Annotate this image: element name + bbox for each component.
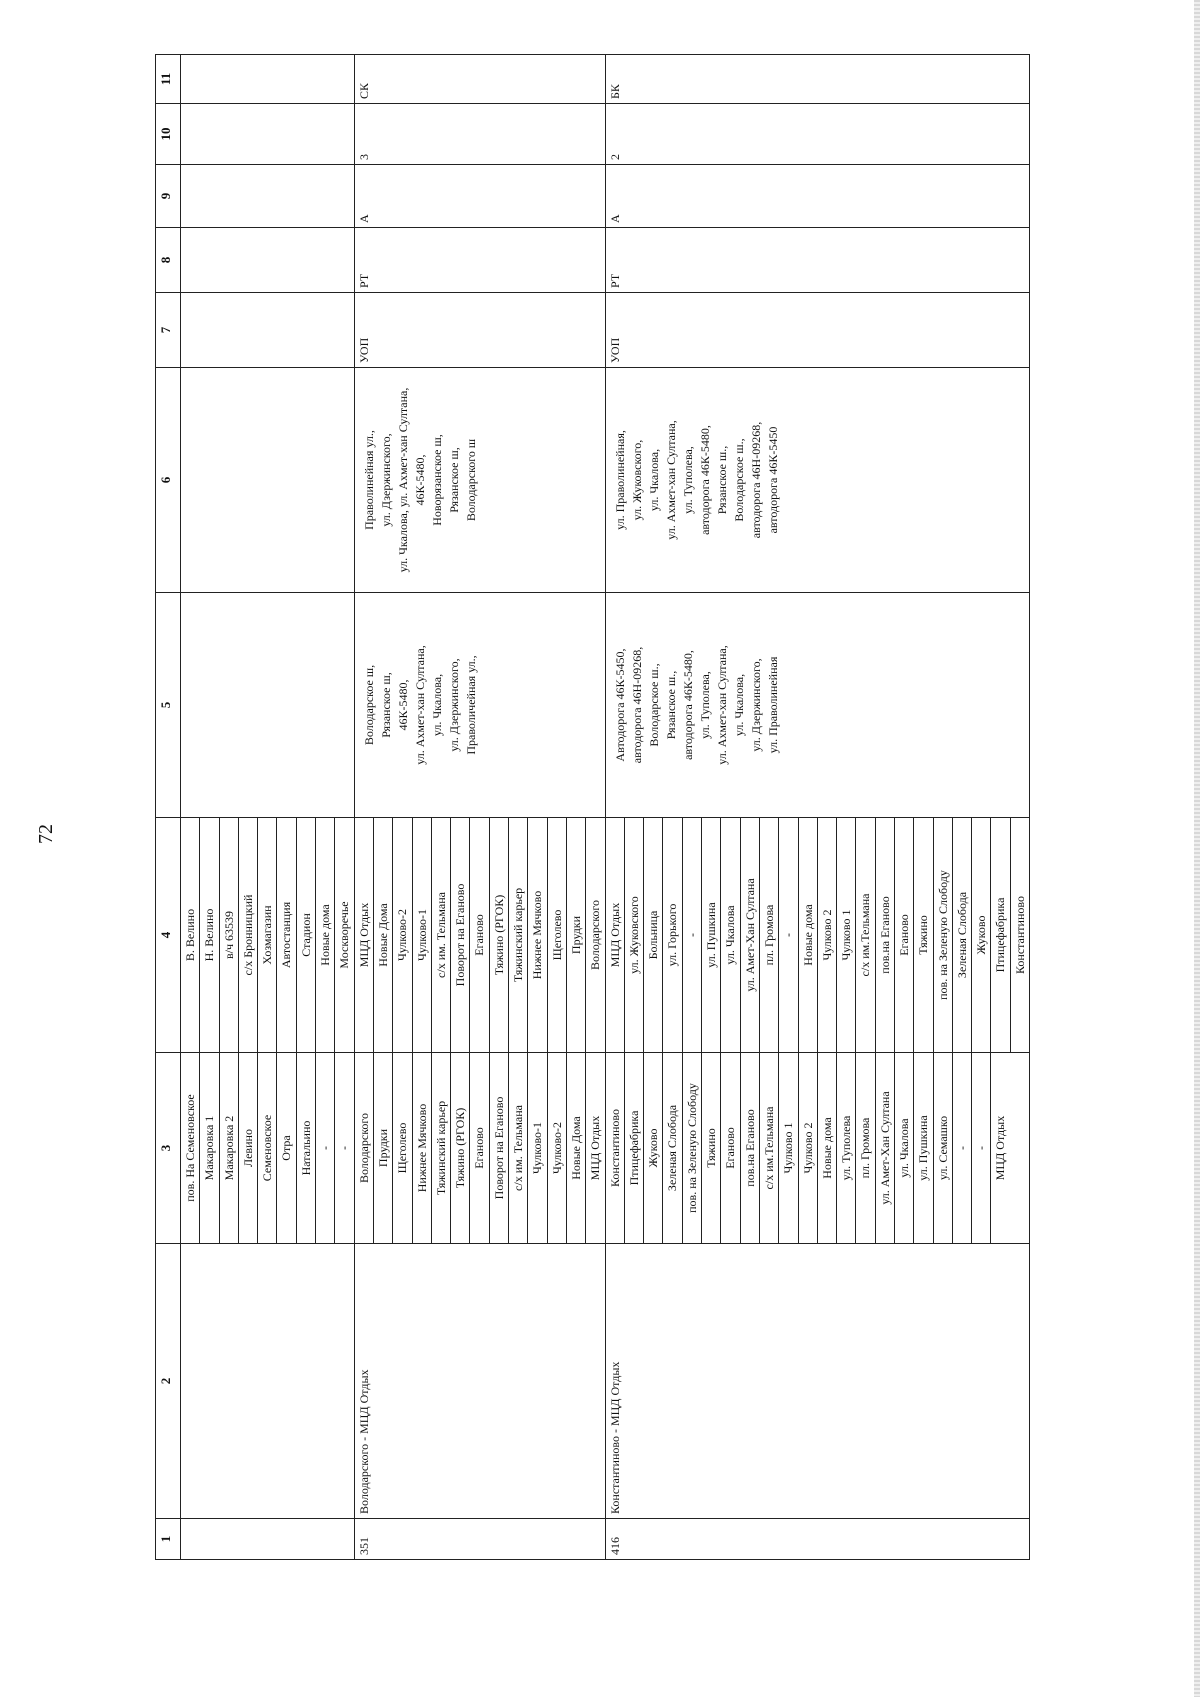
stop-name: Тяжино (РГОК) (451, 1053, 470, 1243)
street-line: ул. Туполева, (697, 671, 712, 739)
stop-name: Тяжино (РГОК) (490, 818, 509, 1052)
street-line: ул. Чкалова, ул. Ахмет-хан Султана, (395, 387, 410, 573)
stop-name: с/х им. Тельмана (432, 818, 451, 1052)
stop-name: пл. Громова (856, 1053, 875, 1243)
street-line: ул. Дзержинского, (748, 658, 763, 752)
tariff-type: РТ (605, 228, 1030, 293)
route-row (354, 55, 605, 1560)
stop-name: Еганово (470, 1053, 489, 1243)
route-name: Константиново - МЦД Отдых (605, 1244, 1030, 1519)
stop-name: Чулково 1 (779, 1053, 798, 1243)
street-line: ул. Дзержинского, (378, 433, 393, 527)
street-line: Новорязанское ш, (429, 434, 444, 526)
stop-name: МЦД Отдых (606, 818, 625, 1052)
street-line: ул. Дзержинского, (446, 658, 461, 752)
stop-name: ул. Амет-Хан Султана (876, 1053, 895, 1243)
stop-name: Новые дома (818, 1053, 837, 1243)
stop-name: Хозмагазин (258, 818, 277, 1052)
stop-name: Зеленая Слобода (663, 1053, 682, 1243)
stop-name: Новые Дома (567, 1053, 586, 1243)
stop-name: Новые Дома (374, 818, 393, 1052)
streets-backward (605, 368, 1030, 593)
stop-name: Левино (239, 1053, 258, 1243)
vehicle-count: 2 (605, 104, 1030, 165)
stop-name: Щеголево (393, 1053, 412, 1243)
stop-name: пов.на Еганово (876, 818, 895, 1052)
street-line: Володарское ш., (731, 438, 746, 522)
stop-name: Чулково 1 (837, 818, 856, 1052)
stop-name: МЦД Отдых (355, 818, 374, 1052)
street-line: Автодорога 46К-5450, (612, 648, 627, 762)
stop-name: - (337, 1146, 352, 1150)
street-line: 46К-5480, (412, 454, 427, 506)
stop-name: ул. Туполева (837, 1053, 856, 1243)
street-line: ул. Жуковского, (629, 439, 644, 521)
streets-backward (181, 368, 355, 593)
stop-name: Жуково (644, 1053, 663, 1243)
stop-name: с/х им.Тельмана (760, 1053, 779, 1243)
street-line: Рязанское ш, (446, 447, 461, 513)
street-line: Праволинейная ул., (361, 430, 376, 530)
stop-name: Тяжинский карьер (432, 1053, 451, 1243)
streets-backward (354, 368, 605, 593)
stop-name: Володарского (355, 1053, 374, 1243)
stop-name: ул. Чкалова (895, 1053, 914, 1243)
route-name (181, 1244, 355, 1519)
stop-name: Отра (277, 1053, 296, 1243)
street-line: ул. Чкалова, (646, 448, 661, 512)
route-row (605, 55, 1030, 1560)
streets-forward (354, 593, 605, 818)
street-line: ул. Ахмет-хан Султана, (412, 645, 427, 765)
stop-name: Чулково-1 (413, 818, 432, 1052)
stop-name: МЦД Отдых (588, 1115, 603, 1181)
column-header-1: 1 (156, 1519, 181, 1560)
stop-name: Поворот на Еганово (490, 1053, 509, 1243)
boarding-type (181, 293, 355, 368)
stop-name: ул. Пушкина (702, 818, 721, 1052)
vehicle-class: БК (605, 55, 1030, 104)
stop-name: в/ч 63539 (220, 818, 239, 1052)
street-line: Володарское ш., (646, 663, 661, 747)
stop-name: Новые дома (799, 818, 818, 1052)
column-header-9: 9 (156, 165, 181, 228)
page-number: 72 (35, 824, 57, 844)
scan-edge (1194, 0, 1200, 1697)
stop-name: Чулково-1 (528, 1053, 547, 1243)
stops-backward (181, 818, 355, 1053)
streets-forward (605, 593, 1030, 818)
stop-name: Тяжино (914, 818, 933, 1052)
stop-name: Тяжино (702, 1053, 721, 1243)
stop-name: ул. Пушкина (914, 1053, 933, 1243)
street-line: 46К-5480, (395, 679, 410, 731)
stop-name: ул. Чкалова (721, 818, 740, 1052)
street-line: автодорога 46К-5450 (765, 426, 780, 534)
stop-name: ул. Горького (663, 818, 682, 1052)
street-line: ул. Ахмет-хан Султана, (663, 420, 678, 540)
stop-name: ул. Жуковского (625, 818, 644, 1052)
stop-name: Автостанция (277, 818, 296, 1052)
stop-name: Константиново (606, 1053, 625, 1243)
stop-name: Больница (644, 818, 663, 1052)
stop-name: Тяжинский карьер (509, 818, 528, 1052)
stop-name: Щеголево (548, 818, 567, 1052)
stop-name: Поворот на Еганово (451, 818, 470, 1052)
column-header-5: 5 (156, 593, 181, 818)
column-header-6: 6 (156, 368, 181, 593)
column-header-11: 11 (156, 55, 181, 104)
street-line: ул. Чкалова, (731, 673, 746, 737)
street-line: ул. Туполева, (680, 446, 695, 514)
stop-name: Птицефабрика (991, 818, 1010, 1052)
column-header-2: 2 (156, 1244, 181, 1519)
stop-name: с/х Бронницкий (239, 818, 258, 1052)
stop-name: Прудки (567, 818, 586, 1052)
stop-name: - (953, 1053, 972, 1243)
stop-name: - (972, 1053, 991, 1243)
vehicle-type (181, 165, 355, 228)
stop-name: ул. Амет-Хан Султана (741, 818, 760, 1052)
stop-name: Нижнее Мячково (413, 1053, 432, 1243)
boarding-type: УОП (354, 293, 605, 368)
street-line: автодорога 46Н-09268, (748, 421, 763, 539)
street-line: Володарского ш (463, 438, 478, 522)
stop-name: Семеновское (258, 1053, 277, 1243)
stop-name: - (683, 818, 702, 1052)
tariff-type: РТ (354, 228, 605, 293)
street-line: автодорога 46Н-09268, (629, 646, 644, 764)
route-number: 416 (605, 1519, 1030, 1560)
street-line: ул. Праволинейная (765, 656, 780, 754)
stops-forward (181, 1053, 355, 1244)
route-name: Володарского - МЦД Отдых (354, 1244, 605, 1519)
stop-name: Новые дома (316, 818, 335, 1052)
stop-name: Чулково-2 (393, 818, 412, 1052)
street-line: Рязанское ш, (378, 672, 393, 738)
vehicle-type: А (605, 165, 1030, 228)
stops-forward (605, 1053, 1030, 1244)
rotated-table-wrapper (155, 72, 1027, 1560)
stop-name: МЦД Отдых (993, 1115, 1008, 1181)
column-header-4: 4 (156, 818, 181, 1053)
stop-name: ул. Семашко (934, 1053, 953, 1243)
stop-name: Чулково 2 (799, 1053, 818, 1243)
route-table (155, 54, 1030, 1560)
vehicle-count: 3 (354, 104, 605, 165)
street-line: Праволичейная ул., (463, 655, 478, 755)
stop-name: - (779, 818, 798, 1052)
stop-name: Володарского (588, 899, 603, 971)
stop-name: Чулково 2 (818, 818, 837, 1052)
streets-forward (181, 593, 355, 818)
stop-name: В. Велино (181, 818, 200, 1052)
stop-name: Еганово (895, 818, 914, 1052)
stop-name: Натальино (297, 1053, 316, 1243)
stop-name: Зеленая Слобода (953, 818, 972, 1052)
column-header-8: 8 (156, 228, 181, 293)
stop-name: Константиново (1012, 896, 1027, 974)
stop-name: Макаровка 1 (200, 1053, 219, 1243)
stops-backward (605, 818, 1030, 1053)
route-row (181, 55, 355, 1560)
stop-name: с/х им.Тельмана (856, 818, 875, 1052)
stop-name: Еганово (470, 818, 489, 1052)
street-line: Рязанское ш., (714, 445, 729, 515)
header-row (156, 55, 181, 1560)
stop-name: Н. Велино (200, 818, 219, 1052)
column-header-10: 10 (156, 104, 181, 165)
route-number: 351 (354, 1519, 605, 1560)
stop-name: Жуково (972, 818, 991, 1052)
stop-name: Москворечье (337, 901, 352, 969)
column-header-3: 3 (156, 1053, 181, 1244)
stop-name: Стадион (297, 818, 316, 1052)
street-line: Рязанское ш., (663, 670, 678, 740)
stop-name: с/х им. Тельмана (509, 1053, 528, 1243)
stops-forward (354, 1053, 605, 1244)
vehicle-count (181, 104, 355, 165)
street-line: ул. Чкалова, (429, 673, 444, 737)
stop-name: Прудки (374, 1053, 393, 1243)
stop-name: пов. На Семеновское (181, 1053, 200, 1243)
vehicle-type: А (354, 165, 605, 228)
street-line: автодорога 46К-5480, (680, 650, 695, 760)
stop-name: - (316, 1053, 335, 1243)
street-line: Володарское ш, (361, 664, 376, 746)
street-line: ул. Праволинейная, (612, 430, 627, 530)
stop-name: пов.на Еганово (741, 1053, 760, 1243)
column-header-7: 7 (156, 293, 181, 368)
stop-name: Чулково-2 (548, 1053, 567, 1243)
street-line: ул. Ахмет-хан Султана, (714, 645, 729, 765)
stop-name: Макаровка 2 (220, 1053, 239, 1243)
stop-name: пл. Громова (760, 818, 779, 1052)
stop-name: Еганово (721, 1053, 740, 1243)
stop-name: Птицефабрика (625, 1053, 644, 1243)
stop-name: пов. на Зеленую Слободу (934, 818, 953, 1052)
stop-name: пов. на Зеленую Слободу (683, 1053, 702, 1243)
vehicle-class: СК (354, 55, 605, 104)
stops-backward (354, 818, 605, 1053)
street-line: автодорога 46К-5480, (697, 425, 712, 535)
route-number (181, 1519, 355, 1560)
vehicle-class (181, 55, 355, 104)
stop-name: Нижнее Мячково (528, 818, 547, 1052)
tariff-type (181, 228, 355, 293)
boarding-type: УОП (605, 293, 1030, 368)
